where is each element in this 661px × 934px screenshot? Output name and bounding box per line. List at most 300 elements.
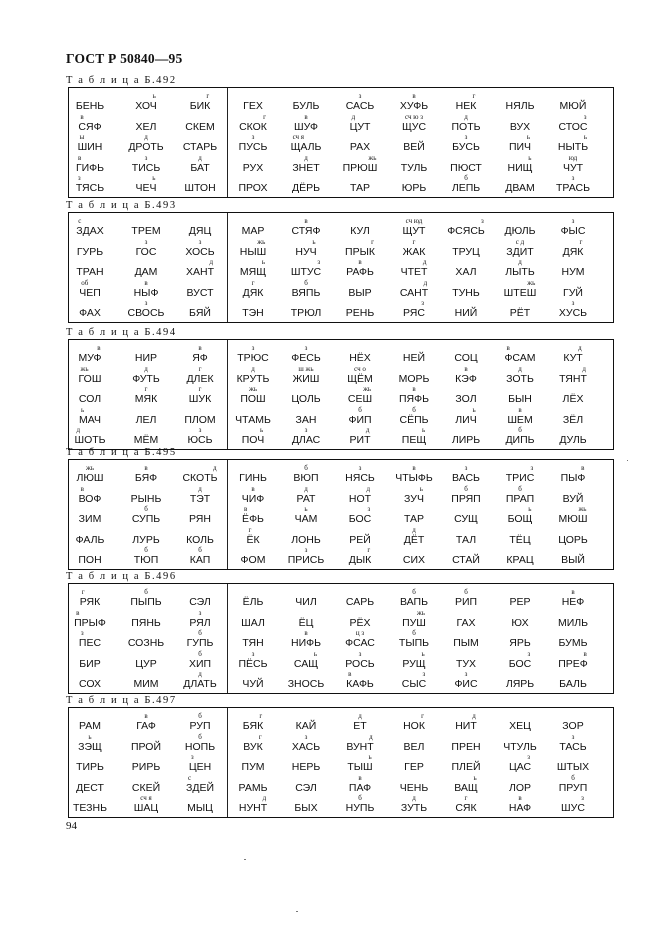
syllable-word: ЧЕЧ xyxy=(135,182,157,194)
word-cell xyxy=(457,618,476,629)
word-cell xyxy=(402,608,426,629)
syllable-word: ПРЫФ xyxy=(74,616,106,629)
phonetic-mark: з xyxy=(571,732,575,741)
syllable-word: ЛУРЬ xyxy=(132,533,160,546)
word-cell xyxy=(76,535,105,546)
phonetic-mark: с xyxy=(78,217,82,225)
word-cell xyxy=(349,535,371,546)
syllable-word: СОЛ xyxy=(78,393,102,405)
word-cell xyxy=(400,588,428,608)
syllable-word: ШИН xyxy=(77,141,103,153)
phonetic-mark: ь xyxy=(473,773,477,782)
word-cell xyxy=(508,794,532,814)
word-cell xyxy=(186,629,214,649)
phonetic-mark: д xyxy=(582,364,586,373)
syllable-word: ЧТАМЬ xyxy=(235,413,271,426)
word-cell xyxy=(238,133,268,153)
word-cell xyxy=(78,555,101,566)
word-cell xyxy=(136,415,157,426)
phonetic-mark: д xyxy=(422,258,427,266)
phonetic-mark: д xyxy=(518,258,522,266)
phonetic-mark: з xyxy=(358,92,362,100)
syllable-word: ПИЧ xyxy=(508,141,532,153)
syllable-word: ЗУЧ xyxy=(404,492,424,505)
phonetic-mark: с д xyxy=(515,237,525,246)
syllable-word: ХАНТ xyxy=(185,266,215,278)
syllable-word: ПЫФ xyxy=(560,472,586,484)
word-cell xyxy=(291,344,321,364)
syllable-word: ПРЕН xyxy=(451,740,481,753)
phonetic-mark: ь xyxy=(528,505,532,513)
phonetic-mark: з xyxy=(422,670,426,678)
syllable-word: ПЕЩ xyxy=(401,434,427,446)
word-cell xyxy=(242,226,265,237)
phonetic-mark: ь xyxy=(421,649,425,658)
syllable-word: ЦОРЬ xyxy=(558,533,588,546)
syllable-word: ВЕЙ xyxy=(403,141,425,153)
word-cell xyxy=(133,794,159,814)
word-cell xyxy=(503,278,537,299)
word-cell xyxy=(454,670,478,690)
phonetic-mark: в xyxy=(518,794,522,802)
table-caption: Т а б л и ц а Б.495 xyxy=(66,447,177,458)
phonetic-mark: б xyxy=(412,629,416,637)
phonetic-mark: з xyxy=(251,649,255,658)
word-cell xyxy=(452,247,480,258)
phonetic-mark: д xyxy=(198,670,202,678)
word-cell xyxy=(188,649,212,670)
syllable-word: ШТУС xyxy=(290,266,322,278)
syllable-word: РУП xyxy=(189,720,211,732)
word-cell xyxy=(403,712,425,732)
syllable-word: ШУС xyxy=(561,802,585,814)
word-cell xyxy=(562,237,584,258)
word-cell xyxy=(190,153,210,174)
table-caption: Т а б л и ц а Б.496 xyxy=(66,571,177,582)
phonetic-mark: сч о xyxy=(354,364,366,373)
syllable-word: НОТ xyxy=(348,492,372,505)
syllable-word: ТРЮС xyxy=(237,352,269,364)
table-caption: Т а б л и ц а Б.497 xyxy=(66,695,177,706)
word-cell xyxy=(346,258,374,278)
syllable-word: ПАФ xyxy=(348,781,372,794)
word-cell xyxy=(290,629,322,649)
phonetic-mark: в xyxy=(412,385,416,393)
syllable-word: ДЁТ xyxy=(403,533,425,546)
syllable-word: ЦЕН xyxy=(188,761,212,773)
word-cell xyxy=(347,364,373,385)
word-cell xyxy=(508,394,532,405)
syllable-word: ВУНТ xyxy=(346,740,374,753)
syllable-word: НИТ xyxy=(455,720,477,732)
word-cell xyxy=(558,618,588,629)
word-cell xyxy=(79,659,100,670)
syllable-word: ДЛАС xyxy=(291,434,321,446)
syllable-word: ТУЛЬ xyxy=(400,161,428,174)
word-cell xyxy=(452,762,481,773)
table-caption: Т а б л и ц а Б.492 xyxy=(66,75,177,86)
syllable-word: ТУХ xyxy=(455,657,477,670)
word-cell xyxy=(184,183,215,194)
phonetic-mark: б xyxy=(304,464,308,472)
word-cell xyxy=(558,535,588,546)
word-cell xyxy=(345,629,375,649)
phonetic-mark: б xyxy=(518,484,522,493)
phonetic-mark: жь xyxy=(363,385,372,393)
phonetic-mark: в xyxy=(80,484,84,493)
phonetic-mark: д xyxy=(251,364,255,373)
phonetic-mark: г xyxy=(81,588,85,596)
syllable-word: ЁЛЬ xyxy=(242,596,264,608)
syllable-word: ШТОН xyxy=(184,182,216,194)
syllable-word: ПЁСЬ xyxy=(238,657,268,670)
word-cell xyxy=(509,721,531,732)
phonetic-mark: ь xyxy=(88,732,92,741)
syllable-word: РАХ xyxy=(349,141,371,153)
syllable-word: ТЮП xyxy=(133,554,159,566)
word-cell xyxy=(295,597,316,608)
phonetic-mark: ь xyxy=(152,92,156,100)
word-cell xyxy=(239,112,267,133)
syllable-word: ЧУТ xyxy=(562,161,584,174)
syllable-word: ХИП xyxy=(188,657,212,670)
word-cell xyxy=(511,618,528,629)
word-cell xyxy=(395,464,433,484)
word-cell xyxy=(456,535,476,546)
word-cell xyxy=(503,742,537,753)
word-cell xyxy=(346,732,374,753)
phonetic-mark: д xyxy=(304,484,308,493)
word-cell xyxy=(561,555,585,566)
syllable-word: ХУСЬ xyxy=(558,307,588,319)
syllable-word: МУФ xyxy=(78,352,102,364)
word-cell xyxy=(455,267,476,278)
word-cell xyxy=(348,288,371,299)
phonetic-mark: г xyxy=(464,794,468,802)
syllable-word: РАМ xyxy=(78,720,102,732)
phonetic-mark: в xyxy=(251,484,255,493)
phonetic-mark: з xyxy=(304,426,308,434)
word-cell xyxy=(76,217,104,237)
word-cell xyxy=(346,308,374,319)
phonetic-mark: в xyxy=(244,505,248,513)
word-cell xyxy=(185,773,215,794)
syllable-word: ТУНЬ xyxy=(452,286,480,299)
syllable-word: ЧТЫФЬ xyxy=(395,472,433,484)
phonetic-mark: б xyxy=(464,484,468,493)
syllable-word: ГУРЬ xyxy=(76,245,104,258)
word-cell xyxy=(128,638,164,649)
phonetic-mark: ь xyxy=(528,153,532,162)
word-cell xyxy=(401,426,427,446)
word-cell xyxy=(134,464,158,484)
word-cell xyxy=(187,803,213,814)
phonetic-mark: д xyxy=(76,426,81,434)
syllable-word: ДИПЬ xyxy=(505,434,535,446)
syllable-word: ЗЁЛ xyxy=(562,413,584,426)
word-cell xyxy=(559,679,587,690)
word-cell xyxy=(455,712,477,732)
phonetic-mark: б xyxy=(464,174,468,182)
word-cell xyxy=(403,353,425,364)
phonetic-mark: д xyxy=(262,794,267,802)
word-cell xyxy=(403,555,425,566)
phonetic-mark: ь xyxy=(81,405,85,414)
word-cell xyxy=(293,464,319,484)
syllable-word: ХОСЬ xyxy=(185,245,215,258)
word-cell xyxy=(131,618,161,629)
phonetic-mark: д xyxy=(423,278,428,287)
column-rule xyxy=(227,460,228,569)
document-title: ГОСТ Р 50840—95 xyxy=(66,51,183,66)
syllable-word: ГУПЬ xyxy=(186,637,214,649)
syllable-word: ЗДЕЙ xyxy=(185,781,215,794)
phonetic-mark: г xyxy=(579,237,583,246)
word-cell xyxy=(402,183,427,194)
word-cell xyxy=(187,426,213,446)
word-cell xyxy=(399,92,429,112)
word-cell xyxy=(447,217,485,237)
syllable-word: КУЛ xyxy=(350,225,370,237)
phonetic-mark: б xyxy=(412,405,416,414)
word-cell xyxy=(184,732,216,753)
syllable-word: ПУСЬ xyxy=(238,141,268,153)
column-rule xyxy=(227,584,228,693)
syllable-word: ПЫМ xyxy=(453,637,479,649)
syllable-word: ЯФ xyxy=(192,352,208,364)
syllable-word: ДЁРЬ xyxy=(291,182,321,194)
syllable-word: ЮХ xyxy=(511,616,529,629)
syllable-word: ФИП xyxy=(348,413,372,426)
syllable-word: ЁК xyxy=(246,533,260,546)
word-cell xyxy=(559,638,588,649)
phonetic-mark: д xyxy=(351,112,356,121)
word-cell xyxy=(348,546,372,566)
word-cell xyxy=(399,374,430,385)
syllable-word: ЗНОСЬ xyxy=(287,678,325,690)
word-cell xyxy=(243,732,263,753)
syllable-word: ДРОТЬ xyxy=(128,141,164,153)
word-cell xyxy=(510,122,530,133)
syllable-word: ПРУП xyxy=(558,781,588,794)
syllable-word: БЯФ xyxy=(134,472,158,484)
word-cell xyxy=(79,278,101,299)
word-cell xyxy=(189,226,211,237)
syllable-word: ЛЕПЬ xyxy=(451,182,481,194)
word-cell xyxy=(455,364,477,385)
phonetic-mark: жь xyxy=(368,153,377,162)
syllable-word: ШУФ xyxy=(294,120,318,133)
word-cell xyxy=(506,364,534,385)
syllable-word: ВУК xyxy=(243,740,263,753)
syllable-word: ВОФ xyxy=(78,492,102,505)
phonetic-mark: г xyxy=(472,92,476,100)
phonetic-mark: д xyxy=(464,112,468,121)
word-cell xyxy=(505,258,535,278)
syllable-word: СТАРЬ xyxy=(182,141,218,153)
word-cell xyxy=(74,608,106,629)
syllable-word: ФСАМ xyxy=(504,352,536,364)
word-cell xyxy=(505,183,535,194)
syllable-word: ХОЧ xyxy=(135,100,157,112)
word-cell xyxy=(77,247,103,258)
word-cell xyxy=(78,344,102,364)
phonetic-mark: д xyxy=(578,344,582,352)
word-cell xyxy=(452,288,480,299)
syllable-word: ТАЛ xyxy=(455,533,477,546)
table-caption: Т а б л и ц а Б.494 xyxy=(66,327,177,338)
word-cell xyxy=(455,405,477,426)
word-cell xyxy=(189,608,211,629)
phonetic-mark: ц з xyxy=(355,629,365,637)
word-cell xyxy=(78,629,102,649)
word-cell xyxy=(451,174,481,194)
word-cell xyxy=(133,679,158,690)
phonetic-mark: з xyxy=(527,649,531,658)
table-caption: Т а б л и ц а Б.493 xyxy=(66,200,177,211)
phonetic-mark: в xyxy=(304,629,308,637)
phonetic-mark: с xyxy=(187,773,192,782)
syllable-word: СЁПЬ xyxy=(399,413,429,426)
phonetic-mark: з xyxy=(80,629,84,637)
word-cell xyxy=(507,405,533,426)
word-cell xyxy=(292,364,320,385)
word-cell xyxy=(76,267,103,278)
word-cell xyxy=(293,649,319,670)
syllable-word: САСЬ xyxy=(345,100,375,112)
syllable-word: НИЙ xyxy=(454,307,478,319)
syllable-word: СЫС xyxy=(401,678,427,690)
syllable-word: НУЧ xyxy=(295,245,317,258)
word-cell xyxy=(183,142,217,153)
phonetic-mark: г xyxy=(367,546,371,554)
syllable-word: ВАПЬ xyxy=(400,596,428,608)
word-cell xyxy=(239,473,267,484)
word-cell xyxy=(402,237,426,258)
word-cell xyxy=(349,618,370,629)
word-cell xyxy=(402,217,426,237)
syllable-word: МЯЩ xyxy=(239,266,267,278)
word-cell xyxy=(558,505,588,525)
phonetic-mark: з xyxy=(190,753,194,761)
word-cell xyxy=(186,535,214,546)
syllable-word: ТАСЬ xyxy=(559,740,587,753)
syllable-word: ВУЙ xyxy=(562,492,584,505)
word-cell xyxy=(79,588,101,608)
syllable-word: ЮСЬ xyxy=(187,434,213,446)
syllable-word: БЫХ xyxy=(294,802,318,814)
phonetic-mark: з xyxy=(304,546,308,554)
syllable-word: ЁФЬ xyxy=(242,513,264,525)
word-cell xyxy=(557,133,589,153)
phonetic-mark: ь xyxy=(261,258,266,266)
phonetic-mark: з xyxy=(464,464,468,472)
phonetic-mark: ь xyxy=(312,237,316,246)
word-cell xyxy=(238,794,268,814)
word-cell xyxy=(402,649,426,670)
syllable-word: МЯК xyxy=(134,393,158,405)
syllable-word: НЫФ xyxy=(133,286,159,299)
syllable-word: ВАСЬ xyxy=(452,472,480,484)
word-cell xyxy=(401,163,428,174)
word-cell xyxy=(73,803,107,814)
syllable-word: РЕЙ xyxy=(349,533,371,546)
syllable-word: КУТ xyxy=(563,352,583,364)
word-cell xyxy=(290,133,322,153)
word-cell xyxy=(562,267,585,278)
syllable-word: ШТЫХ xyxy=(556,761,590,773)
word-cell xyxy=(349,112,371,133)
syllable-word: ЧТЕТ xyxy=(400,266,428,278)
word-cell xyxy=(508,753,532,773)
phonetic-mark: з xyxy=(198,426,202,434)
syllable-word: ПРЕФ xyxy=(558,657,588,670)
word-cell xyxy=(235,415,271,426)
word-cell xyxy=(561,794,585,814)
word-cell xyxy=(131,494,162,505)
word-cell xyxy=(131,226,160,237)
phonetic-mark: г xyxy=(198,385,202,393)
phonetic-mark: з xyxy=(198,608,202,617)
syllable-word: ХАЛ xyxy=(455,266,477,278)
word-cell xyxy=(243,597,264,608)
syllable-word: ДЯК xyxy=(242,286,264,299)
syllable-word: РЁТ xyxy=(509,307,531,319)
syllable-word: РУЩ xyxy=(402,657,426,670)
syllable-word: ЦУТ xyxy=(349,120,371,133)
word-cell xyxy=(455,394,476,405)
phonetic-mark: в xyxy=(144,712,148,720)
word-cell xyxy=(135,353,157,364)
syllable-word: САЩ xyxy=(293,657,319,670)
syllable-word: ПРЯП xyxy=(451,492,481,505)
syllable-word: РУХ xyxy=(242,161,264,174)
phonetic-mark: д xyxy=(518,364,522,373)
word-cell xyxy=(135,659,156,670)
syllable-word: СУПЬ xyxy=(131,513,161,525)
word-cell xyxy=(507,153,533,174)
syllable-word: ТЯСЬ xyxy=(75,182,105,194)
syllable-word: ШУК xyxy=(188,393,212,405)
word-cell xyxy=(294,803,317,814)
word-cell xyxy=(242,278,264,299)
word-cell xyxy=(348,484,372,505)
syllable-word: МЮЙ xyxy=(559,100,587,112)
syllable-word: РИП xyxy=(454,596,478,608)
word-cell xyxy=(401,670,427,690)
phonetic-mark: д xyxy=(472,712,476,720)
word-cell xyxy=(348,773,372,794)
syllable-word: КАЙ xyxy=(295,720,317,732)
syllable-word: НЯЛЬ xyxy=(505,100,535,112)
phonetic-mark: юд xyxy=(568,153,578,162)
phonetic-mark: д xyxy=(209,258,214,266)
phonetic-mark: в xyxy=(358,773,362,782)
word-cell xyxy=(291,217,321,237)
word-cell xyxy=(401,112,427,133)
word-cell xyxy=(74,426,106,446)
syllable-word: НЕЙ xyxy=(402,352,426,364)
syllable-word: ЧИФ xyxy=(241,492,265,505)
syllable-word: ЗДИТ xyxy=(506,245,534,258)
phonetic-mark: з xyxy=(144,299,148,307)
word-table xyxy=(68,707,614,818)
phonetic-mark: д xyxy=(198,484,202,493)
syllable-word: ГЕХ xyxy=(243,100,263,112)
syllable-word: ШЕМ xyxy=(507,413,533,426)
word-cell xyxy=(347,753,373,773)
word-cell xyxy=(134,385,158,405)
